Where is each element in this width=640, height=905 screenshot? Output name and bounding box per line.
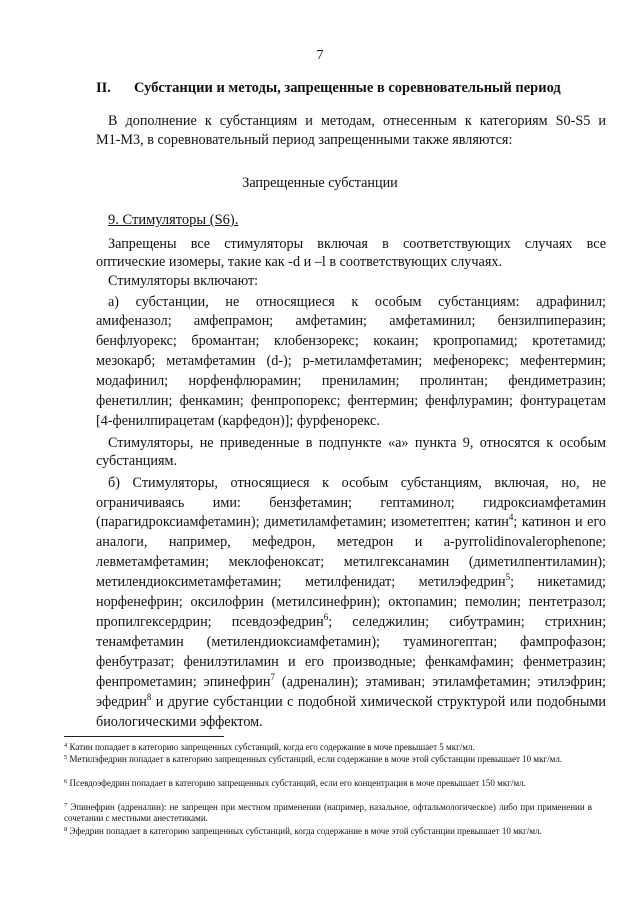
body-line: фенбутразат; фенилэтиламин и его производные; фенкамфамин; фенметразин;: [96, 654, 606, 670]
body-line: эфедрин$^8$ и другие субстанции с подобной химической структурой или подобными: [96, 693, 606, 710]
body-line: субстанциям.: [96, 453, 178, 469]
body-line: (парагидроксиамфетамин); диметиламфетамин; изометептен; катин$^4$; катинон и его: [96, 513, 606, 530]
body-line: тенамфетамин (метилендиоксиамфетамин); туаминогептан; фампрофазон;: [96, 634, 606, 650]
body-line: метилендиоксиметамфетамин; метилфенидат; метилэфедрин$^5$; никетамид;: [96, 573, 606, 590]
footnote-ref: 6: [323, 613, 329, 622]
body-line: пропилгексердрин; псевдоэфедрин$^6$; селеджилин; сибутрамин; стрихнин;: [96, 613, 606, 630]
footnote-ref: 7: [270, 673, 275, 682]
section-roman-numeral: II.: [96, 80, 111, 96]
body-line: левметамфетамин; меклофеноксат; метилгексанамин (диметилпентиламин);: [96, 554, 606, 570]
body-line: фенетиллин; фенкамин; фенпропорекс; фентермин; фенфлурамин; фонтурацетам: [96, 393, 606, 409]
body-line: мезокарб; метамфетамин (d-); p-метиламфетамин; мефенорекс; мефентермин;: [96, 353, 606, 369]
body-line: фенпрометамин; эпинефрин$^7$ (адреналин); этамиван; этиламфетамин; этилэфрин;: [96, 673, 606, 690]
body-line: бенфлуорекс; бромантан; клобензорекс; кокаин; кропропамид; кротетамид;: [96, 333, 606, 349]
body-line: ограничиваясь ими: бензфетамин; гептаминол; гидроксиамфетамин: [96, 495, 606, 511]
page-number: 7: [316, 48, 324, 63]
footnote-ref: 5: [505, 573, 511, 582]
body-line: норфенефрин; оксилофрин (метилсинефрин); октопамин; пемолин; пентетразол;: [96, 594, 606, 610]
body-line: модафинил; норфенфлюрамин; прениламин; пролинтан; фендиметразин;: [96, 373, 606, 389]
footnote: $^7$ Эпинефрин (адреналин): не запрещен при местном применении (например, назальное, офтальмологическое) либо при применении в сочетании с местными анестетиками.: [64, 802, 592, 823]
footnote-ref: 4: [508, 513, 514, 522]
section-title: Субстанции и методы, запрещенные в соревновательный период: [134, 80, 561, 96]
footnote: $^4$ Катин попадает в категорию запрещенных субстанций, когда его содержание в моче превышает 5 мкг/мл.: [64, 742, 475, 752]
body-line: а) субстанции, не относящиеся к особым субстанциям: адрафинил;: [108, 294, 606, 310]
body-line: Стимуляторы включают:: [108, 273, 259, 289]
footnote: $^8$ Эфедрин попадает в категорию запрещенных субстанций, когда содержание в моче этой субстанции превышает 10 мкг/мл.: [64, 826, 542, 836]
body-line: Стимуляторы, не приведенные в подпункте «а» пункта 9, относятся к особым: [108, 435, 606, 451]
body-line: Запрещены все стимуляторы включая в соответствующих случаях все: [108, 236, 606, 252]
body-line: б) Стимуляторы, относящиеся к особым субстанциям, включая, но, не: [108, 475, 606, 491]
body-line: биологическими эффектом.: [96, 714, 263, 730]
footnote-separator: [64, 736, 224, 737]
intro-line: В дополнение к субстанциям и методам, отнесенным к категориям S0-S5 и: [108, 113, 606, 129]
subtitle: Запрещенные субстанции: [242, 175, 398, 191]
subsection-heading: 9. Стимуляторы (S6).: [108, 212, 239, 228]
footnote: $^6$ Псевдоэфедрин попадает в категорию запрещенных субстанций, если его концентрация в моче превышает 150 мкг/мл.: [64, 778, 526, 788]
body-line: [4-фенилпирацетам (карфедон)]; фурфенорекс.: [96, 413, 380, 429]
section-heading: [96, 80, 561, 97]
footnote: $^5$ Метилэфедрин попадает в категорию запрещенных субстанций, если содержание в моче этой субстанции превышает 10 мкг/мл.: [64, 754, 563, 764]
body-line: оптические изомеры, такие как -d и –l в соответствующих случаях.: [96, 254, 502, 270]
footnote-ref: 8: [146, 693, 152, 702]
intro-line: M1-M3, в соревновательный период запрещенными также являются:: [96, 132, 513, 148]
body-line: аналоги, например, мефедрон, метедрон и a-pyrrolidinovalerophenone;: [96, 534, 606, 550]
body-line: амифеназол; амфепрамон; амфетамин; амфетаминил; бензилпиперазин;: [96, 313, 606, 329]
